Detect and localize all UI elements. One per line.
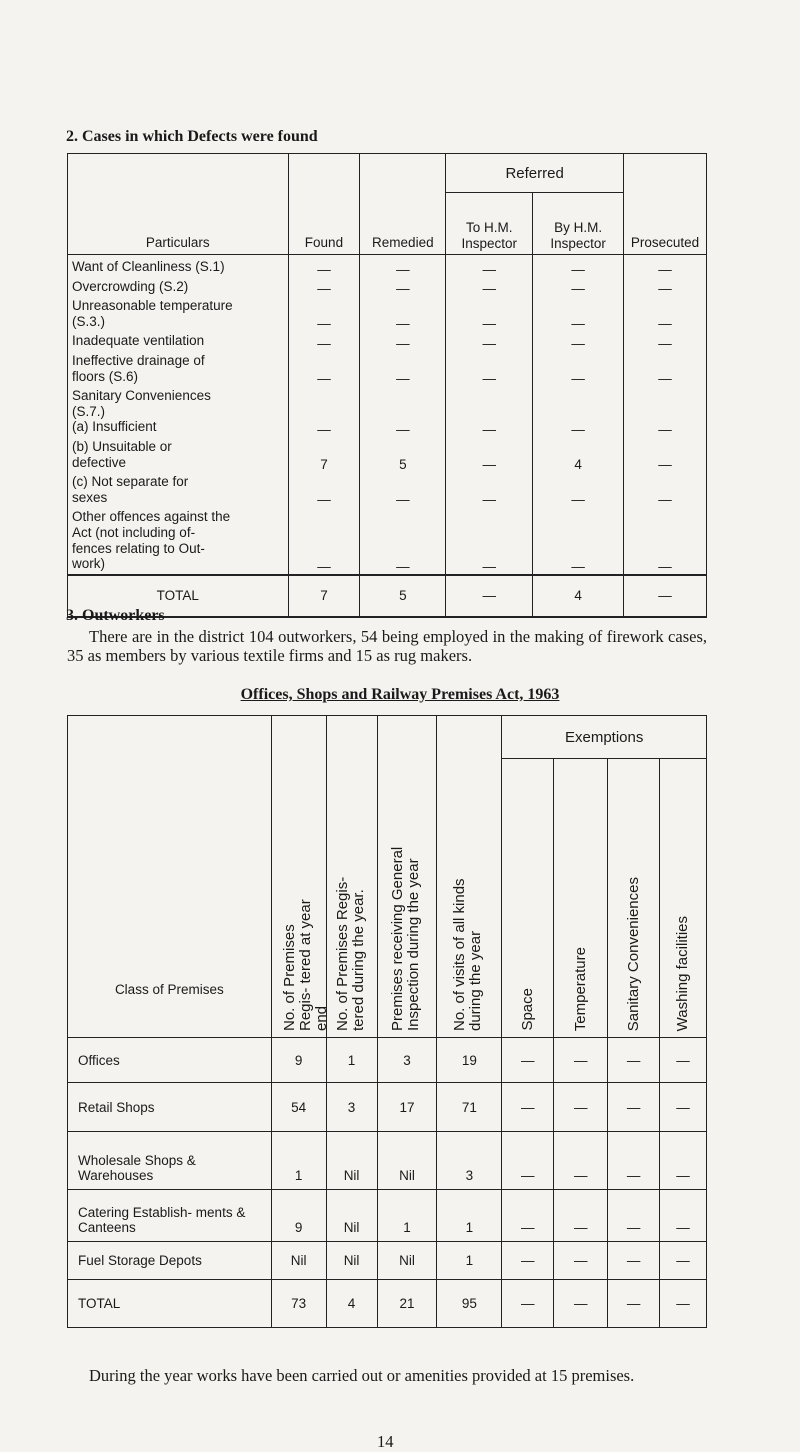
premises-during-cell: Nil: [326, 1190, 377, 1242]
premises-during-cell: Nil: [326, 1242, 377, 1280]
header-sanitary: Sanitary Conveniences: [608, 759, 660, 1038]
premises-visits-cell: 19: [437, 1038, 502, 1083]
total-remedied: 5: [360, 575, 446, 617]
by-cell: —: [533, 277, 624, 297]
to-cell: —: [446, 296, 533, 331]
defect-row: [68, 277, 707, 297]
defect-row: [68, 507, 707, 574]
total-to-hm: —: [446, 575, 533, 617]
remedied-cell: 5: [360, 437, 446, 472]
particulars-line: (c) Not separate for: [72, 474, 189, 490]
pros-cell: —: [624, 331, 707, 351]
premises-during-cell: 4: [326, 1280, 377, 1328]
by-cell: —: [533, 507, 624, 574]
remedied-cell: —: [360, 351, 446, 386]
particulars-line: (a) Insufficient: [72, 419, 157, 435]
premises-during-cell: Nil: [326, 1132, 377, 1190]
premises-during-cell: 1: [326, 1038, 377, 1083]
premises-temp-cell: —: [554, 1083, 608, 1132]
header-visits: No. of visits of all kinds during the year: [437, 716, 502, 1038]
particulars-cell: [68, 255, 289, 277]
premises-cls-cell: TOTAL: [68, 1280, 272, 1328]
header-remedied: Remedied: [360, 154, 446, 255]
to-cell: —: [446, 351, 533, 386]
premises-san-cell: —: [608, 1083, 660, 1132]
premises-space-cell: —: [502, 1242, 554, 1280]
premises-temp-cell: —: [554, 1190, 608, 1242]
remedied-cell: —: [360, 507, 446, 574]
premises-san-cell: —: [608, 1242, 660, 1280]
premises-cls-cell: Catering Establish- ments & Canteens: [68, 1190, 272, 1242]
premises-during-cell: 3: [326, 1083, 377, 1132]
premises-space-cell: —: [502, 1038, 554, 1083]
by-cell: —: [533, 386, 624, 437]
to-cell: —: [446, 255, 533, 277]
header-general-inspection: Premises receiving General Inspection during the year: [377, 716, 437, 1038]
premises-row: [68, 1038, 707, 1083]
particulars-cell: [68, 437, 289, 472]
page-number: 14: [377, 1432, 394, 1451]
premises-temp-cell: —: [554, 1242, 608, 1280]
premises-space-cell: —: [502, 1280, 554, 1328]
particulars-line: Want of Cleanliness (S.1): [72, 259, 225, 274]
amenities-paragraph: During the year works have been carried out or amenities provided at 15 premises.: [89, 1366, 635, 1385]
premises-space-cell: —: [502, 1190, 554, 1242]
particulars-line: sexes: [72, 489, 108, 505]
by-cell: —: [533, 351, 624, 386]
section-3-title: 3. Outworkers: [66, 607, 165, 624]
by-cell: —: [533, 255, 624, 277]
header-class-of-premises: Class of Premises: [68, 716, 272, 1038]
found-cell: —: [288, 277, 360, 297]
particulars-cell: [68, 507, 289, 574]
pros-cell: —: [624, 351, 707, 386]
particulars-line: floors (S.6): [72, 368, 139, 384]
premises-insp-cell: Nil: [377, 1132, 437, 1190]
premises-insp-cell: 1: [377, 1190, 437, 1242]
premises-temp-cell: —: [554, 1038, 608, 1083]
header-prosecuted: Prosecuted: [624, 154, 707, 255]
premises-san-cell: —: [608, 1038, 660, 1083]
remedied-cell: —: [360, 472, 446, 507]
pros-cell: —: [624, 437, 707, 472]
particulars-line: (S.7.): [72, 403, 106, 419]
remedied-cell: —: [360, 296, 446, 331]
header-exemptions: Exemptions: [502, 716, 707, 759]
found-cell: —: [288, 331, 360, 351]
total-found: 7: [288, 575, 360, 617]
premises-table: [67, 715, 707, 1328]
particulars-cell: [68, 296, 289, 331]
header-referred: Referred: [446, 154, 624, 193]
total-label: TOTAL: [68, 575, 289, 617]
premises-wash-cell: —: [660, 1280, 707, 1328]
premises-san-cell: —: [608, 1132, 660, 1190]
particulars-line: Act (not including of-: [72, 524, 196, 540]
outworkers-paragraph: There are in the district 104 outworkers, 54 being employed in the making of firework cases, 35 as members by various textile firms and 15 as rug makers.: [67, 627, 707, 665]
remedied-cell: —: [360, 386, 446, 437]
found-cell: 7: [288, 437, 360, 472]
header-space: Space: [502, 759, 554, 1038]
found-cell: —: [288, 386, 360, 437]
particulars-cell: [68, 351, 289, 386]
particulars-line: work): [72, 556, 105, 572]
total-prosecuted: —: [624, 575, 707, 617]
section-2-title: 2. Cases in which Defects were found: [66, 128, 318, 145]
premises-temp-cell: —: [554, 1132, 608, 1190]
defect-row: [68, 472, 707, 507]
defect-row: [68, 386, 707, 437]
by-cell: —: [533, 331, 624, 351]
premises-temp-cell: —: [554, 1280, 608, 1328]
pros-cell: —: [624, 296, 707, 331]
premises-visits-cell: 71: [437, 1083, 502, 1132]
premises-insp-cell: 3: [377, 1038, 437, 1083]
particulars-cell: [68, 331, 289, 351]
particulars-line: Overcrowding (S.2): [72, 278, 189, 294]
premises-visits-cell: 1: [437, 1190, 502, 1242]
defects-table: [67, 153, 707, 618]
particulars-line: Other offences against the: [72, 509, 231, 525]
particulars-cell: [68, 277, 289, 297]
premises-end-cell: 1: [271, 1132, 326, 1190]
found-cell: —: [288, 296, 360, 331]
header-to-hm-inspector: To H.M. Inspector: [446, 193, 533, 255]
premises-wash-cell: —: [660, 1132, 707, 1190]
header-temperature: Temperature: [554, 759, 608, 1038]
premises-wash-cell: —: [660, 1083, 707, 1132]
header-washing: Washing facilities: [660, 759, 707, 1038]
premises-insp-cell: 17: [377, 1083, 437, 1132]
defect-row: [68, 296, 707, 331]
by-cell: —: [533, 472, 624, 507]
found-cell: —: [288, 472, 360, 507]
particulars-cell: [68, 386, 289, 437]
premises-cls-cell: Fuel Storage Depots: [68, 1242, 272, 1280]
header-registered-during: No. of Premises Regis- tered during the year.: [326, 716, 377, 1038]
remedied-cell: —: [360, 277, 446, 297]
pros-cell: —: [624, 472, 707, 507]
premises-wash-cell: —: [660, 1242, 707, 1280]
defect-row: [68, 255, 707, 277]
found-cell: —: [288, 255, 360, 277]
to-cell: —: [446, 507, 533, 574]
header-by-hm-inspector: By H.M. Inspector: [533, 193, 624, 255]
premises-end-cell: Nil: [271, 1242, 326, 1280]
pros-cell: —: [624, 386, 707, 437]
particulars-line: defective: [72, 454, 127, 470]
premises-insp-cell: 21: [377, 1280, 437, 1328]
particulars-line: (S.3.): [72, 313, 106, 329]
premises-space-cell: —: [502, 1083, 554, 1132]
pros-cell: —: [624, 507, 707, 574]
found-cell: —: [288, 351, 360, 386]
particulars-line: Sanitary Conveniences: [72, 388, 211, 404]
pros-cell: —: [624, 255, 707, 277]
by-cell: —: [533, 296, 624, 331]
defect-row: [68, 331, 707, 351]
particulars-line: Unreasonable temperature: [72, 298, 233, 314]
defect-row: [68, 437, 707, 472]
to-cell: —: [446, 386, 533, 437]
premises-san-cell: —: [608, 1280, 660, 1328]
total-by-hm: 4: [533, 575, 624, 617]
premises-visits-cell: 1: [437, 1242, 502, 1280]
premises-row: [68, 1280, 707, 1328]
header-particulars: Particulars: [68, 154, 289, 255]
premises-end-cell: 54: [271, 1083, 326, 1132]
particulars-cell: [68, 472, 289, 507]
premises-cls-cell: Retail Shops: [68, 1083, 272, 1132]
premises-cls-cell: Offices: [68, 1038, 272, 1083]
defect-row: [68, 351, 707, 386]
premises-space-cell: —: [502, 1132, 554, 1190]
offices-act-title: Offices, Shops and Railway Premises Act, 1963: [240, 686, 560, 703]
by-cell: 4: [533, 437, 624, 472]
premises-end-cell: 9: [271, 1038, 326, 1083]
particulars-line: Inadequate ventilation: [72, 333, 205, 349]
premises-row: [68, 1242, 707, 1280]
remedied-cell: —: [360, 255, 446, 277]
to-cell: —: [446, 472, 533, 507]
particulars-line: Ineffective drainage of: [72, 352, 205, 368]
premises-wash-cell: —: [660, 1038, 707, 1083]
premises-row: [68, 1190, 707, 1242]
to-cell: —: [446, 277, 533, 297]
premises-row: [68, 1132, 707, 1190]
found-cell: —: [288, 507, 360, 574]
premises-row: [68, 1083, 707, 1132]
to-cell: —: [446, 331, 533, 351]
premises-wash-cell: —: [660, 1190, 707, 1242]
header-found: Found: [288, 154, 360, 255]
premises-visits-cell: 95: [437, 1280, 502, 1328]
remedied-cell: —: [360, 331, 446, 351]
premises-end-cell: 9: [271, 1190, 326, 1242]
particulars-line: (b) Unsuitable or: [72, 438, 172, 454]
pros-cell: —: [624, 277, 707, 297]
premises-cls-cell: Wholesale Shops & Warehouses: [68, 1132, 272, 1190]
header-registered-end: No. of Premises Regis- tered at year end: [271, 716, 326, 1038]
premises-san-cell: —: [608, 1190, 660, 1242]
premises-visits-cell: 3: [437, 1132, 502, 1190]
to-cell: —: [446, 437, 533, 472]
particulars-line: fences relating to Out-: [72, 540, 205, 556]
premises-end-cell: 73: [271, 1280, 326, 1328]
premises-insp-cell: Nil: [377, 1242, 437, 1280]
